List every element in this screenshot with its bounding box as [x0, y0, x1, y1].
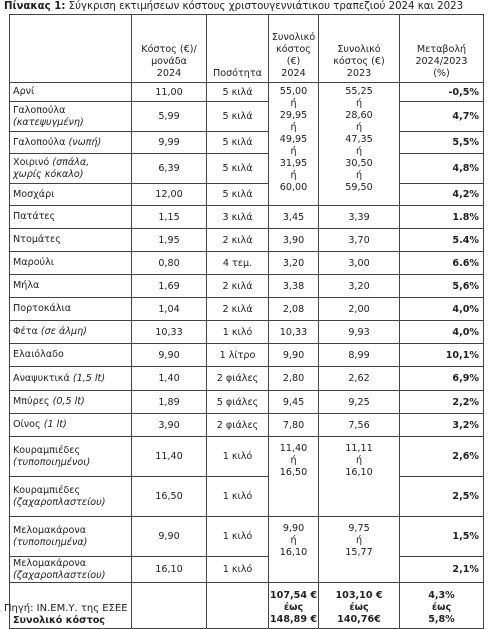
- table-row: [10, 557, 484, 583]
- total-2024: 3,90: [269, 229, 319, 252]
- table-row: [10, 477, 484, 517]
- quantity: 2 κιλά: [207, 275, 269, 298]
- product-name-text: Αναψυκτικά: [13, 372, 70, 384]
- total-2024: 9,45: [269, 391, 319, 414]
- quantity: 2 φιάλες: [207, 414, 269, 437]
- or-word: ή: [290, 455, 297, 466]
- header-total-2024-line: 2024: [281, 68, 306, 79]
- melomakarona-total-2024: [269, 517, 319, 583]
- unit-cost: 11,40: [132, 437, 207, 477]
- kourabiedes-total-2023: [319, 437, 400, 517]
- total-2023-value: 55,25: [345, 86, 373, 97]
- product-name: [10, 367, 132, 391]
- product-note: χωρίς κόκαλο): [13, 168, 84, 180]
- total-2024-value: 31,95: [279, 158, 308, 169]
- product-name: Μήλα: [10, 275, 132, 298]
- product-note: (σε άλμη): [40, 326, 87, 337]
- change-value: 2,2%: [400, 391, 484, 414]
- change-value: 6,9%: [400, 367, 484, 391]
- header-quantity: Ποσότητα: [207, 15, 269, 83]
- change-value: 4,7%: [400, 102, 484, 132]
- total-2023-value: 59,50: [345, 182, 373, 193]
- unit-cost: 1,69: [132, 275, 207, 298]
- product-name-text: Μελομακάρονα: [13, 557, 87, 569]
- table-row: [10, 437, 484, 477]
- quantity: 5 φιάλες: [207, 391, 269, 414]
- product-name: [10, 321, 132, 344]
- or-word: ή: [290, 98, 297, 109]
- table-row: [10, 252, 484, 275]
- product-name-text: Γαλοπούλα: [13, 136, 66, 148]
- table-row: [10, 184, 484, 206]
- total-2023: 7,56: [319, 414, 400, 437]
- change-value: 4,0%: [400, 298, 484, 321]
- product-note: (1,5 lt): [72, 372, 106, 384]
- total-2023-value: 11,11: [345, 443, 373, 454]
- total-2024-value: 49,95: [279, 134, 308, 145]
- unit-cost: 0,80: [132, 252, 207, 275]
- product-name: [10, 154, 132, 184]
- unit-cost: 10,33: [132, 321, 207, 344]
- unit-cost: 1,15: [132, 206, 207, 229]
- or-word: ή: [290, 146, 297, 157]
- header-total-2023-line: Συνολικό: [337, 44, 381, 55]
- total-2024: 7,80: [269, 414, 319, 437]
- header-total-2023: [319, 15, 400, 83]
- total-2024: 3,38: [269, 275, 319, 298]
- change-value: 4,0%: [400, 321, 484, 344]
- grand-total-change: [400, 583, 484, 629]
- header-total-2024-line: (€): [286, 56, 301, 67]
- unit-cost: 12,00: [132, 184, 207, 206]
- total-2024-value: 11,40: [279, 443, 308, 454]
- or-word: ή: [355, 455, 363, 466]
- table-row: [10, 102, 484, 132]
- change-value: 4,2%: [400, 184, 484, 206]
- change-value: 1,5%: [400, 517, 484, 557]
- table-row: [10, 206, 484, 229]
- product-name-text: Φέτα: [13, 326, 38, 337]
- unit-cost: 1,04: [132, 298, 207, 321]
- grand-total-2023-line: 140,76€: [337, 614, 381, 625]
- header-unit-cost-line: Κόστος (€)/: [141, 44, 197, 55]
- total-2023: 2,00: [319, 298, 400, 321]
- total-2023-value: 9,75: [348, 523, 370, 534]
- total-2023: 3,39: [319, 206, 400, 229]
- change-value: 1.8%: [400, 206, 484, 229]
- header-total-2023-line: κόστος (€): [333, 56, 385, 67]
- header-unit-cost-line: μονάδα: [151, 56, 187, 67]
- grand-total-2023-line: έως: [349, 602, 369, 613]
- change-value: 5.4%: [400, 229, 484, 252]
- total-2023-value: 15,77: [345, 547, 373, 558]
- grand-total-2024: [269, 583, 319, 629]
- quantity: 5 κιλά: [207, 83, 269, 102]
- unit-cost: 6,39: [132, 154, 207, 184]
- total-2023-value: 47,35: [345, 134, 373, 145]
- total-2023-value: 28,60: [345, 110, 373, 121]
- product-name: [10, 102, 132, 132]
- source-note: Πηγή: ΙΝ.ΕΜ.Υ. της ΕΣΕΕ: [4, 603, 128, 614]
- product-name-text: Γαλοπούλα: [13, 104, 66, 116]
- change-value: 10,1%: [400, 344, 484, 367]
- product-name: Πατάτες: [10, 206, 132, 229]
- or-word: ή: [355, 146, 363, 157]
- grand-total-2023-line: 103,10 €: [335, 590, 383, 601]
- table-row: [10, 391, 484, 414]
- total-2024-value: 9,90: [282, 523, 305, 534]
- total-2023: 9,25: [319, 391, 400, 414]
- total-2024: 3,45: [269, 206, 319, 229]
- product-name-text: Μελομακάρονα: [13, 524, 87, 536]
- header-unit-cost-line: 2024: [156, 68, 182, 79]
- product-name: [10, 132, 132, 154]
- quantity: 1 κιλό: [207, 477, 269, 517]
- grand-total-change-line: 4,3%: [428, 590, 455, 601]
- product-name: [10, 437, 132, 477]
- table-row: [10, 517, 484, 557]
- product-name: Αρνί: [10, 83, 132, 102]
- unit-cost: 3,90: [132, 414, 207, 437]
- kourabiedes-total-2024: [269, 437, 319, 517]
- caption-text: Σύγκριση εκτιμήσεων κόστους χριστουγεννιάτικου τραπεζιού 2024 και 2023: [68, 1, 464, 12]
- header-change-line: (%): [433, 68, 450, 79]
- table-caption: [4, 1, 463, 12]
- total-2024: 3,20: [269, 252, 319, 275]
- total-2024-value: 60,00: [279, 182, 308, 193]
- product-name: [10, 517, 132, 557]
- header-change-line: Μεταβολή: [416, 44, 467, 55]
- total-2023-value: 30,50: [345, 158, 373, 169]
- total-2024-value: 29,95: [279, 110, 308, 121]
- quantity: 2 κιλά: [207, 298, 269, 321]
- total-2024: 2,80: [269, 367, 319, 391]
- change-value: 5,6%: [400, 275, 484, 298]
- header-change: [400, 15, 484, 83]
- product-name: [10, 391, 132, 414]
- quantity: 1 κιλό: [207, 557, 269, 583]
- change-value: 2,6%: [400, 437, 484, 477]
- quantity: 5 κιλά: [207, 154, 269, 184]
- header-total-2023-line: 2023: [346, 68, 372, 79]
- meat-total-2023: [319, 83, 400, 206]
- total-quantity-empty: [207, 583, 269, 629]
- quantity: 3 κιλά: [207, 206, 269, 229]
- product-name-text: Κουραμπιέδες: [13, 444, 81, 456]
- header-total-2024-line: Συνολικό: [271, 32, 316, 43]
- caption-label: Πίνακας 1:: [4, 1, 66, 12]
- table-row: [10, 275, 484, 298]
- meat-total-2024: [269, 83, 319, 206]
- or-word: ή: [290, 170, 297, 181]
- product-name: Ελαιόλαδο: [10, 344, 132, 367]
- header-row: [10, 15, 484, 83]
- header-total-2024: [269, 15, 319, 83]
- table-row: [10, 414, 484, 437]
- total-2024-value: 16,10: [279, 547, 308, 558]
- table-row: [10, 321, 484, 344]
- product-name: Μοσχάρι: [10, 184, 132, 206]
- change-value: 5,5%: [400, 132, 484, 154]
- product-name: Πορτοκάλια: [10, 298, 132, 321]
- total-2023: 9,93: [319, 321, 400, 344]
- product-name: [10, 414, 132, 437]
- table-row: [10, 367, 484, 391]
- or-word: ή: [355, 170, 363, 181]
- change-value: 2,5%: [400, 477, 484, 517]
- quantity: 4 τεμ.: [207, 252, 269, 275]
- unit-cost: 1,95: [132, 229, 207, 252]
- total-2023: 8,99: [319, 344, 400, 367]
- product-note: (0,5 lt): [52, 396, 85, 407]
- or-word: ή: [355, 122, 363, 133]
- unit-cost: 9,90: [132, 344, 207, 367]
- unit-cost: 1,40: [132, 367, 207, 391]
- table-row: [10, 154, 484, 184]
- product-note: (νωπή): [68, 136, 102, 148]
- or-word: ή: [355, 98, 363, 109]
- grand-total-2024-line: έως: [283, 602, 304, 613]
- unit-cost: 5,99: [132, 102, 207, 132]
- quantity: 2 φιάλες: [207, 367, 269, 391]
- quantity: 1 λίτρο: [207, 344, 269, 367]
- grand-total-change-line: 5,8%: [428, 614, 455, 625]
- header-unit-cost: [132, 15, 207, 83]
- melomakarona-total-2023: [319, 517, 400, 583]
- total-2023: 3,20: [319, 275, 400, 298]
- table-row: [10, 344, 484, 367]
- unit-cost: 1,89: [132, 391, 207, 414]
- change-value: -0,5%: [400, 83, 484, 102]
- grand-total-2023: [319, 583, 400, 629]
- table-row: [10, 298, 484, 321]
- unit-cost: 9,90: [132, 517, 207, 557]
- cost-comparison-table: [9, 14, 484, 629]
- product-name-text: Κουραμπιέδες: [13, 484, 81, 496]
- quantity: 5 κιλά: [207, 184, 269, 206]
- quantity: 2 κιλά: [207, 229, 269, 252]
- total-2023: 2,62: [319, 367, 400, 391]
- product-note: (τυποποιημένα): [13, 536, 88, 548]
- change-value: 6.6%: [400, 252, 484, 275]
- unit-cost: 11,00: [132, 83, 207, 102]
- unit-cost: 16,10: [132, 557, 207, 583]
- product-note: (σπάλα,: [52, 156, 90, 168]
- total-2024: 9,90: [269, 344, 319, 367]
- product-name: Ντομάτες: [10, 229, 132, 252]
- table-row: [10, 83, 484, 102]
- total-2024-value: 55,00: [279, 86, 308, 97]
- total-2023: 3,70: [319, 229, 400, 252]
- or-word: ή: [355, 535, 363, 546]
- or-word: ή: [290, 535, 297, 546]
- table-row: [10, 132, 484, 154]
- total-2024-value: 16,50: [279, 467, 308, 478]
- product-note: (ζαχαροπλαστείου): [13, 569, 106, 581]
- total-unit-cost-empty: [132, 583, 207, 629]
- product-name-text: Οίνος: [13, 419, 41, 430]
- product-note: (1 lt): [43, 419, 67, 430]
- total-2023: 3,00: [319, 252, 400, 275]
- quantity: 5 κιλά: [207, 132, 269, 154]
- total-label: Συνολικό κόστος: [10, 583, 132, 629]
- product-note: (ζαχαροπλαστείου): [13, 496, 106, 508]
- change-value: 2,1%: [400, 557, 484, 583]
- total-2024: 2,08: [269, 298, 319, 321]
- quantity: 5 κιλά: [207, 102, 269, 132]
- header-change-line: 2024/2023: [415, 56, 468, 67]
- unit-cost: 16,50: [132, 477, 207, 517]
- quantity: 1 κιλό: [207, 517, 269, 557]
- quantity: 1 κιλό: [207, 321, 269, 344]
- product-name-text: Χοιρινό: [13, 156, 50, 168]
- change-value: 3,2%: [400, 414, 484, 437]
- change-value: 4,8%: [400, 154, 484, 184]
- quantity: 1 κιλό: [207, 437, 269, 477]
- grand-total-change-line: έως: [431, 602, 452, 613]
- unit-cost: 9,99: [132, 132, 207, 154]
- product-name: [10, 477, 132, 517]
- product-name-text: Μπύρες: [13, 396, 50, 407]
- grand-total-2024-line: 148,89 €: [269, 614, 318, 625]
- or-word: ή: [290, 122, 297, 133]
- product-name: [10, 557, 132, 583]
- product-name: Μαρούλι: [10, 252, 132, 275]
- product-note: (τυποποιημένοι): [13, 456, 91, 468]
- grand-total-2024-line: 107,54 €: [269, 590, 318, 601]
- product-note: (κατεψυγμένη): [13, 116, 84, 128]
- header-total-2024-line: κόστος: [276, 44, 311, 55]
- header-product: [10, 15, 132, 83]
- total-2023-value: 16,10: [345, 467, 373, 478]
- table-row: [10, 229, 484, 252]
- total-2024: 10,33: [269, 321, 319, 344]
